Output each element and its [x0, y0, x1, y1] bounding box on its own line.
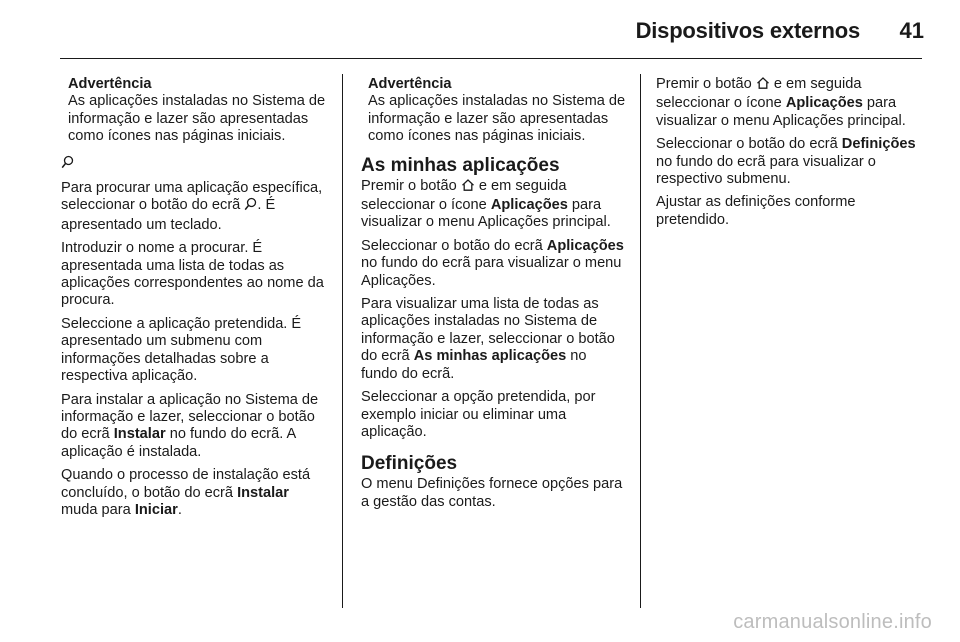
- settings-heading: Definições: [361, 453, 458, 475]
- search-icon: [244, 197, 257, 216]
- footer-watermark[interactable]: carmanualsonline.info: [733, 611, 932, 633]
- installed-text-end: .: [177, 501, 182, 518]
- column-1: [61, 76, 327, 525]
- search-symbol-line: [61, 155, 327, 174]
- install-paragraph: [61, 392, 327, 462]
- home-icon: [461, 178, 475, 197]
- list-paragraph: [361, 296, 627, 383]
- home-icon: [756, 76, 770, 95]
- list-text: Para visualizar uma lista de todas as aplicações instaladas no Sistema de informação e lazer, seleccionar o botão do ecrã: [361, 296, 615, 365]
- home-text-mid: e em seguida seleccionar o ícone: [361, 177, 567, 214]
- search-text-end: . É apresentado um teclado.: [61, 197, 276, 233]
- type-name-paragraph: Introduzir o nome a procurar. É apresentada uma lista de todas as aplicações correspondentes ao nome da procura.: [61, 240, 324, 309]
- column-3: [656, 76, 922, 235]
- aplicacoes-icon-label: Aplicações: [490, 197, 568, 214]
- home-text-end: para visualizar o menu Aplicações principal.: [361, 197, 611, 231]
- iniciar-button-label: Iniciar: [134, 501, 178, 518]
- list-text-end: no fundo do ecrã.: [361, 348, 587, 382]
- instalar-button-label: Instalar: [113, 426, 166, 443]
- search-paragraph: [61, 180, 327, 234]
- adjust-paragraph: Ajustar as definições conforme pretendido.: [656, 194, 856, 228]
- installed-text: Quando o processo de instalação está concluído, o botão do ecrã: [61, 467, 311, 501]
- installed-paragraph: [61, 467, 327, 519]
- column-divider-1: [342, 74, 343, 608]
- screen-button-text-end: no fundo do ecrã para visualizar o menu Aplicações.: [361, 255, 622, 289]
- page-number: 41: [899, 18, 924, 43]
- screen-button-text-end: no fundo do ecrã para visualizar o respectivo submenu.: [656, 153, 876, 188]
- screen-button-paragraph: [361, 238, 627, 290]
- aplicacoes-icon-label: Aplicações: [785, 95, 863, 112]
- home-paragraph: [656, 76, 922, 130]
- warning-title: Advertência: [368, 76, 452, 92]
- install-text: Para instalar a aplicação no Sistema de informação e lazer, seleccionar o botão do ecrã: [61, 391, 319, 443]
- warning-box: [361, 76, 627, 146]
- home-text-end: para visualizar o menu Aplicações principal.: [656, 95, 906, 129]
- warning-box: [61, 76, 327, 146]
- settings-paragraph: O menu Definições fornece opções para a gestão das contas.: [361, 476, 623, 510]
- my-apps-heading: As minhas aplicações: [361, 154, 560, 176]
- warning-title: Advertência: [68, 76, 152, 92]
- select-app-paragraph: Seleccione a aplicação pretendida. É apresentado um submenu com informações detalhadas sobre a respectiva aplicação.: [61, 315, 302, 385]
- my-apps-button-label: As minhas aplicações: [413, 348, 567, 365]
- installed-text-mid: muda para: [61, 501, 135, 518]
- screen-button-paragraph: [656, 136, 922, 188]
- column-divider-2: [640, 74, 641, 608]
- search-text: Para procurar uma aplicação específica, seleccionar o botão do ecrã: [61, 180, 323, 214]
- header-rule: [60, 58, 922, 59]
- warning-text: As aplicações instaladas no Sistema de informação e lazer são apresentadas como ícones nas páginas iniciais.: [368, 93, 626, 145]
- home-text: Premir o botão: [361, 177, 461, 194]
- home-text-mid: e em seguida seleccionar o ícone: [656, 76, 862, 112]
- warning-text: As aplicações instaladas no Sistema de informação e lazer são apresentadas como ícones nas páginas iniciais.: [68, 93, 326, 145]
- definicoes-button-label: Definições: [841, 136, 916, 153]
- page-header-title: Dispositivos externos: [635, 18, 860, 43]
- column-2: [361, 76, 627, 517]
- home-paragraph: [361, 178, 627, 232]
- option-paragraph: Seleccionar a opção pretendida, por exemplo iniciar ou eliminar uma aplicação.: [361, 389, 596, 440]
- install-text-end: no fundo do ecrã. A aplicação é instalada.: [61, 426, 296, 460]
- instalar-button-label: Instalar: [237, 484, 289, 501]
- search-icon: [61, 155, 74, 174]
- screen-button-text: Seleccionar o botão do ecrã: [361, 237, 547, 254]
- screen-button-text: Seleccionar o botão do ecrã: [656, 136, 842, 153]
- aplicacoes-button-label: Aplicações: [546, 237, 624, 254]
- home-text: Premir o botão: [656, 76, 756, 92]
